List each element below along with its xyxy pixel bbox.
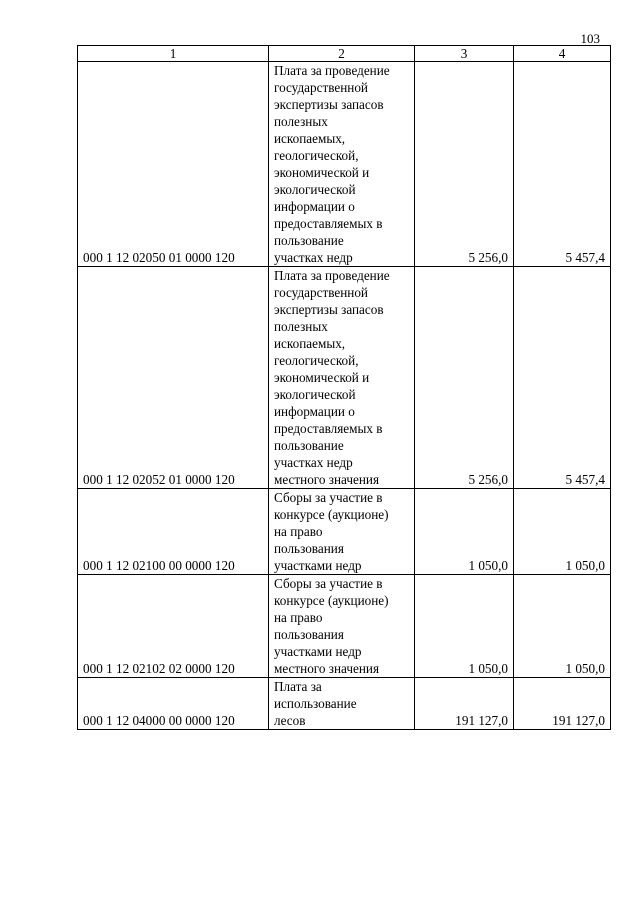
table-row [78,267,611,489]
revenue-name-line: информации о [274,404,355,419]
amount-column-4-cell: 1 050,0 [514,489,611,575]
amount-column-3-cell: 1 050,0 [415,489,514,575]
amount-column-3-cell: 191 127,0 [415,678,514,730]
amount-column-4-cell: 5 457,4 [514,267,611,489]
revenue-name-line: экономической и [274,165,370,180]
revenue-name-line: экологической [274,182,356,197]
amount-column-4-cell: 191 127,0 [514,678,611,730]
revenue-name-line: полезных [274,114,328,129]
revenue-name-cell [269,489,415,575]
budget-table [77,45,611,730]
revenue-name-line: государственной [274,285,368,300]
revenue-name-line: пользование [274,233,344,248]
revenue-name-line: Сборы за участие в [274,576,383,591]
revenue-name-line: ископаемых, [274,336,346,351]
revenue-name-line: Плата за [274,679,322,694]
revenue-name-cell [269,678,415,730]
revenue-name-line: местного значения [274,472,380,487]
revenue-name-line: конкурсе (аукционе) [274,507,389,522]
revenue-name-line: геологической, [274,148,359,163]
revenue-name-line: ископаемых, [274,131,346,146]
amount-column-4-cell: 1 050,0 [514,575,611,678]
revenue-name-line: геологической, [274,353,359,368]
revenue-name-line: Сборы за участие в [274,490,383,505]
revenue-name-line: Плата за проведение [274,63,390,78]
budget-code-cell: 000 1 12 02052 01 0000 120 [78,267,269,489]
revenue-name-line: пользование [274,438,344,453]
revenue-name-line: лесов [274,713,306,728]
column-header-3: 3 [415,46,514,62]
revenue-name-line: участками недр [274,558,362,573]
amount-column-3-cell: 1 050,0 [415,575,514,678]
revenue-name-line: экономической и [274,370,370,385]
column-header-2: 2 [269,46,415,62]
revenue-name-line: на право [274,524,323,539]
table-body [78,46,611,730]
revenue-name-cell [269,62,415,267]
table-row [78,62,611,267]
revenue-name-line: участками недр [274,644,362,659]
revenue-name-line: экспертизы запасов [274,97,384,112]
table-row [78,489,611,575]
amount-column-4-cell: 5 457,4 [514,62,611,267]
budget-code-cell: 000 1 12 02050 01 0000 120 [78,62,269,267]
revenue-name-line: участках недр [274,455,353,470]
budget-code-cell: 000 1 12 02100 00 0000 120 [78,489,269,575]
revenue-name-line: использование [274,696,357,711]
revenue-name-line: информации о [274,199,355,214]
amount-column-3-cell: 5 256,0 [415,267,514,489]
budget-code-cell: 000 1 12 04000 00 0000 120 [78,678,269,730]
table-row [78,575,611,678]
column-header-1: 1 [78,46,269,62]
amount-column-3-cell: 5 256,0 [415,62,514,267]
revenue-name-line: участках недр [274,250,353,265]
revenue-name-cell [269,267,415,489]
table-header-row [78,46,611,62]
column-header-4: 4 [514,46,611,62]
revenue-name-cell [269,575,415,678]
revenue-name-line: пользования [274,627,344,642]
budget-code-cell: 000 1 12 02102 02 0000 120 [78,575,269,678]
revenue-name-line: на право [274,610,323,625]
revenue-name-line: государственной [274,80,368,95]
revenue-name-line: Плата за проведение [274,268,390,283]
table-row [78,678,611,730]
revenue-name-line: конкурсе (аукционе) [274,593,389,608]
revenue-name-line: полезных [274,319,328,334]
page-number: 103 [580,31,600,46]
revenue-name-line: местного значения [274,661,380,676]
revenue-name-line: пользования [274,541,344,556]
revenue-name-line: экспертизы запасов [274,302,384,317]
revenue-name-line: предоставляемых в [274,421,383,436]
revenue-name-line: предоставляемых в [274,216,383,231]
revenue-name-line: экологической [274,387,356,402]
